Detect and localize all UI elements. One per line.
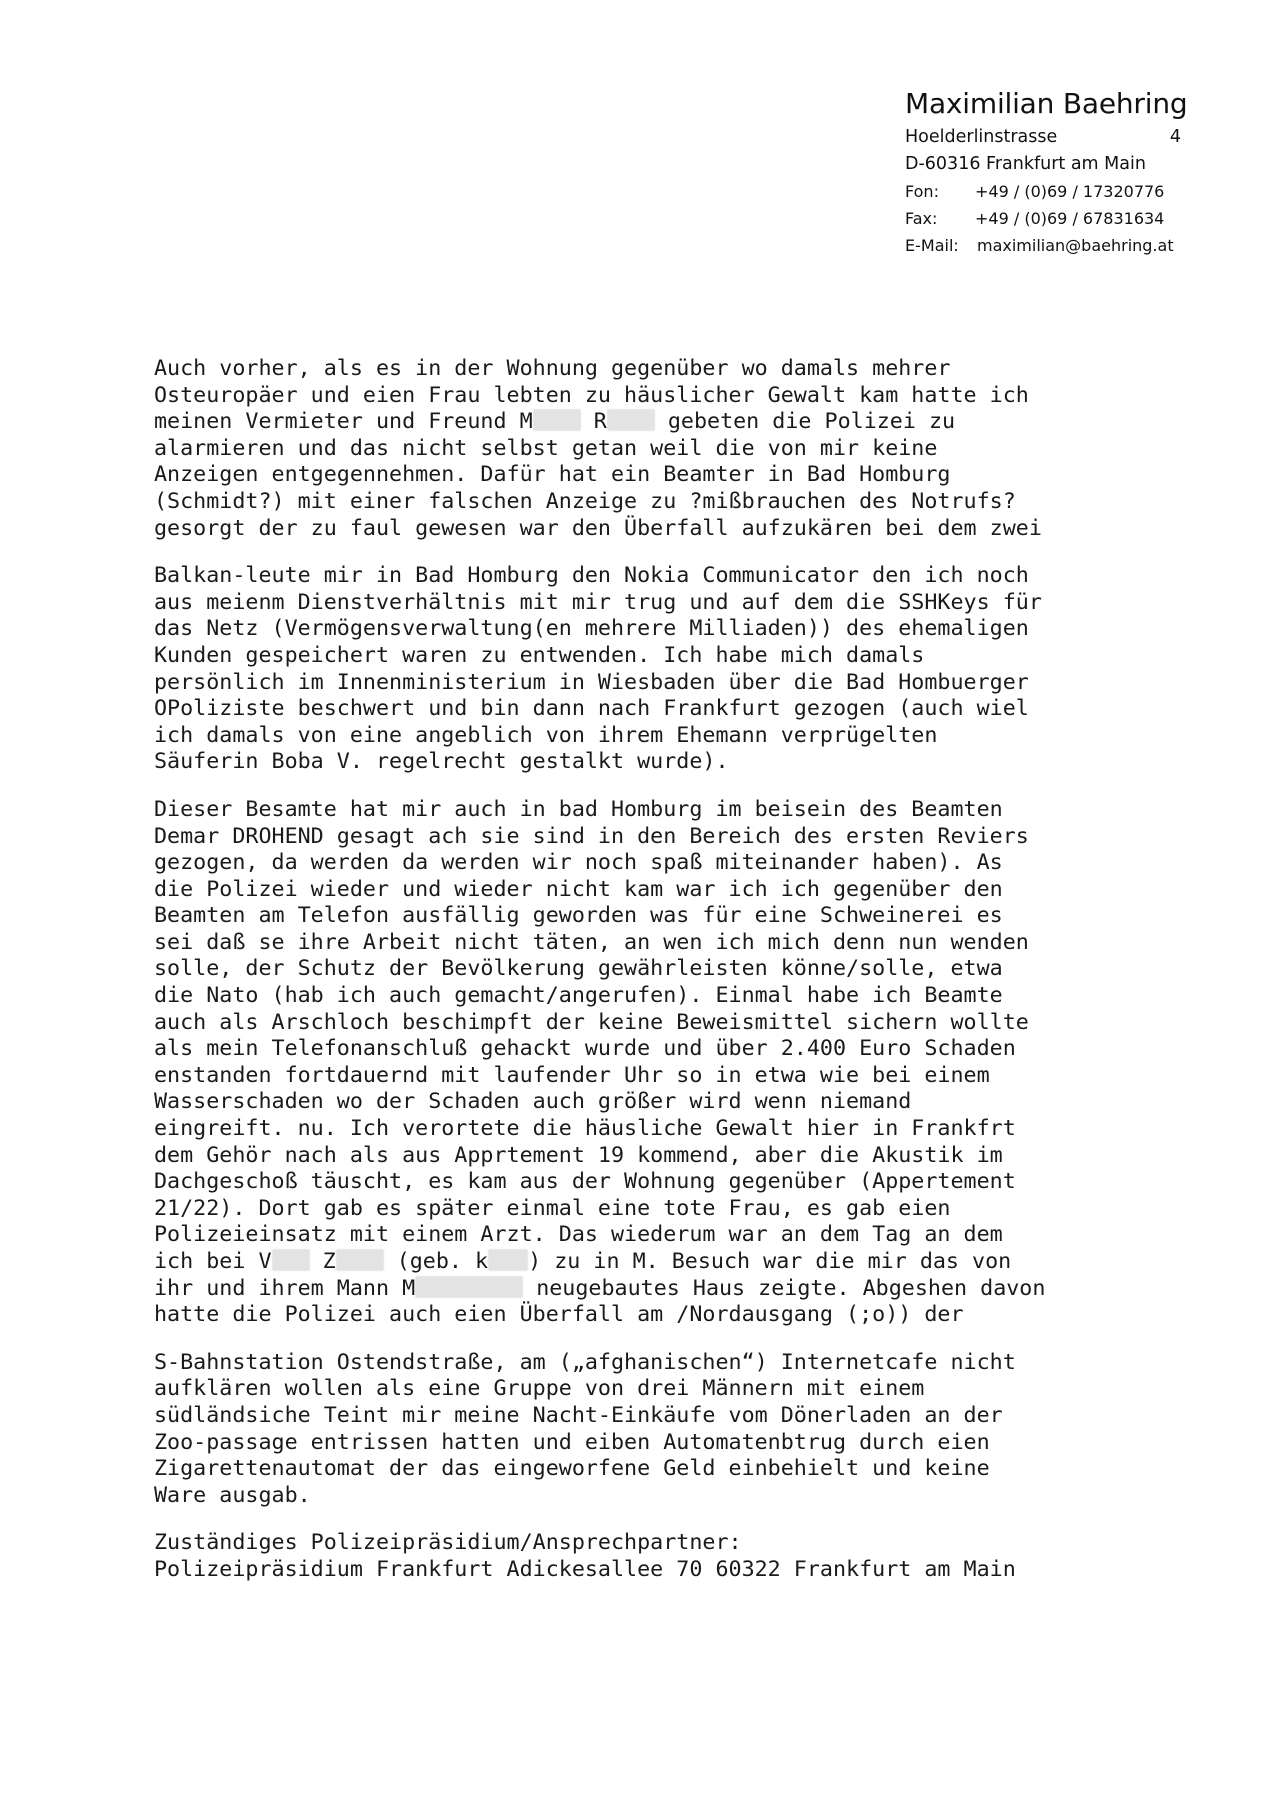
body-text-segment: ihr und ihrem Mann M <box>154 1275 416 1301</box>
body-line: aus meienm Dienstverhältnis mit mir trug und auf dem die SSHKeys für <box>154 589 1042 615</box>
body-line: Osteuropäer und eien Frau lebten zu häuslicher Gewalt kam hatte ich <box>154 382 1029 408</box>
body-line: das Netz (Vermögensverwaltung(en mehrere Milliaden)) des ehemaligen <box>154 616 1029 642</box>
body-paragraph <box>154 797 1154 1329</box>
body-line: die Polizei wieder und wieder nicht kam war ich ich gegenüber den <box>154 876 1003 902</box>
body-paragraph <box>154 1350 1154 1510</box>
email-label: E-Mail: <box>905 236 959 255</box>
letter-body <box>154 356 1154 1605</box>
body-line: S-Bahnstation Ostendstraße, am („afghanischen“) Internetcafe nicht <box>154 1349 1016 1375</box>
body-line: Polizeieinsatz mit einem Arzt. Das wiederum war an dem Tag an dem <box>154 1222 1003 1248</box>
sender-street: Hoelderlinstrasse <box>905 127 1058 147</box>
body-line: Demar DROHEND gesagt ach sie sind in den Bereich des ersten Reviers <box>154 823 1029 849</box>
sender-house-number: 4 <box>1169 127 1181 147</box>
sender-name: Maximilian Baehring <box>905 87 1188 120</box>
fax-label: Fax: <box>905 209 938 228</box>
body-line: eingreift. nu. Ich verortete die häusliche Gewalt hier in Frankfrt <box>154 1116 1016 1142</box>
body-line: Auch vorher, als es in der Wohnung gegenüber wo damals mehrer <box>154 356 951 381</box>
body-line: als mein Telefonanschluß gehackt wurde und über 2.400 Euro Schaden <box>154 1036 1016 1062</box>
body-line: gezogen, da werden da werden wir noch spaß miteinander haben). As <box>154 850 1003 876</box>
email-value: maximilian@baehring.at <box>977 236 1174 255</box>
redaction-box <box>272 1249 310 1271</box>
redaction-box <box>607 409 655 431</box>
body-text-segment: ) zu in M. Besuch war die mir das von <box>528 1249 1012 1274</box>
body-line: südländsiche Teint mir meine Nacht-Einkäufe vom Dönerladen an der <box>154 1402 1003 1428</box>
fon-label: Fon: <box>905 182 939 201</box>
body-line <box>154 1249 1154 1276</box>
body-line: dem Gehör nach als aus Apprtement 19 kommend, aber die Akustik im <box>154 1142 1003 1168</box>
body-line: alarmieren und das nicht selbst getan weil die von mir keine <box>154 435 938 461</box>
body-line: Säuferin Boba V. regelrecht gestalkt wurde). <box>154 749 729 775</box>
body-text-segment: Z <box>309 1249 336 1274</box>
redaction-box <box>415 1276 523 1298</box>
sender-city: D-60316 Frankfurt am Main <box>905 154 1146 174</box>
body-line: Zoo-passage entrissen hatten und eiben Automatenbtrug durch eien <box>154 1429 990 1455</box>
body-paragraph <box>154 563 1154 776</box>
body-line: (Schmidt?) mit einer falschen Anzeige zu ?mißbrauchen des Notrufs? <box>154 488 1016 514</box>
body-line: Beamten am Telefon ausfällig geworden was für eine Schweinerei es <box>154 903 1003 929</box>
sender-email-line <box>905 232 1181 259</box>
fon-value: +49 / (0)69 / 17320776 <box>975 182 1165 201</box>
body-line: gesorgt der zu faul gewesen war den Überfall aufzukären bei dem zwei <box>154 515 1042 541</box>
body-line: Polizeipräsidium Frankfurt Adickesallee 70 60322 Frankfurt am Main <box>154 1556 1016 1582</box>
body-line: die Nato (hab ich auch gemacht/angerufen). Einmal habe ich Beamte <box>154 983 1003 1009</box>
body-line: Balkan-leute mir in Bad Homburg den Nokia Communicator den ich noch <box>154 563 1029 589</box>
body-line: hatte die Polizei auch eien Überfall am /Nordausgang (;o)) der <box>154 1302 964 1328</box>
body-line: enstanden fortdauernd mit laufender Uhr so in etwa wie bei einem <box>154 1062 990 1088</box>
body-line: OPoliziste beschwert und bin dann nach Frankfurt gezogen (auch wiel <box>154 696 1029 722</box>
body-line: ich damals von eine angeblich von ihrem Ehemann verprügelten <box>154 722 938 748</box>
fax-value: +49 / (0)69 / 67831634 <box>975 209 1165 228</box>
sender-street-line <box>905 124 1181 151</box>
body-text-segment: meinen Vermieter und Freund M <box>154 409 533 435</box>
sender-fon-line <box>905 178 1181 205</box>
body-text-segment: neugebautes Haus zeigte. Abgeshen davon <box>523 1275 1046 1301</box>
body-line: Dieser Besamte hat mir auch in bad Homburg im beisein des Beamten <box>154 796 1003 822</box>
redaction-box <box>533 409 581 431</box>
body-line: Wasserschaden wo der Schaden auch größer wird wenn niemand <box>154 1089 912 1115</box>
body-line: 21/22). Dort gab es später einmal eine tote Frau, es gab eien <box>154 1195 951 1221</box>
body-paragraph <box>154 1530 1154 1583</box>
sender-fax-line <box>905 205 1181 232</box>
body-line: persönlich im Innenministerium in Wiesbaden über die Bad Hombuerger <box>154 669 1029 695</box>
body-line: auch als Arschloch beschimpft der keine Beweismittel sichern wollte <box>154 1009 1029 1035</box>
body-line: Dachgeschoß täuscht, es kam aus der Wohnung gegenüber (Appertement <box>154 1169 1016 1195</box>
body-line: Zigarettenautomat der das eingeworfene Geld einbehielt und keine <box>154 1456 990 1482</box>
redaction-box <box>336 1249 384 1271</box>
body-line: sei daß se ihre Arbeit nicht täten, an wen ich mich denn nun wenden <box>154 929 1029 955</box>
body-text-segment: (geb. k <box>383 1249 489 1274</box>
body-paragraph <box>154 356 1154 542</box>
body-text-segment: R <box>580 409 607 435</box>
body-line <box>154 409 1154 436</box>
letterhead <box>905 84 1188 259</box>
redaction-box <box>488 1249 528 1271</box>
body-text-segment: gebeten die Polizei zu <box>654 409 956 435</box>
body-line: aufklären wollen als eine Gruppe von drei Männern mit einem <box>154 1376 925 1402</box>
body-text-segment: ich bei V <box>154 1249 272 1274</box>
body-line: Anzeigen entgegennehmen. Dafür hat ein Beamter in Bad Homburg <box>154 462 951 488</box>
body-line: Ware ausgab. <box>154 1482 311 1508</box>
body-line <box>154 1276 1154 1303</box>
body-line: Kunden gespeichert waren zu entwenden. Ich habe mich damals <box>154 642 925 668</box>
body-line: solle, der Schutz der Bevölkerung gewährleisten könne/solle, etwa <box>154 956 1003 982</box>
body-line: Zuständiges Polizeipräsidium/Ansprechpartner: <box>154 1530 742 1556</box>
